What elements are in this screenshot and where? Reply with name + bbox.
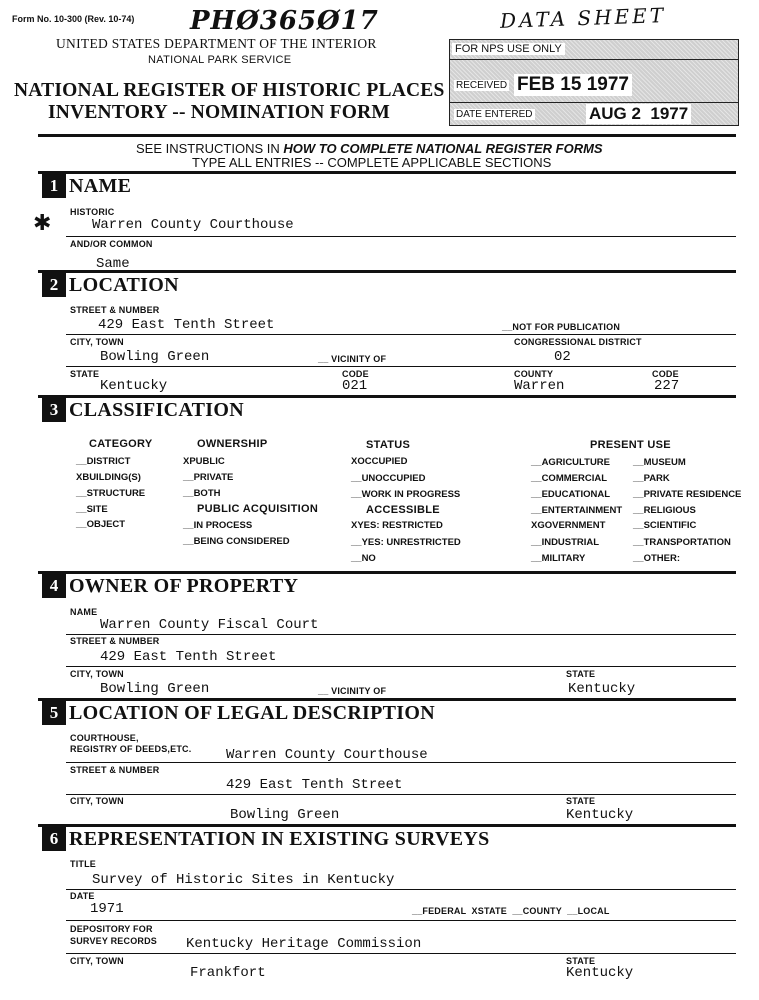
- received-label: RECEIVED: [456, 80, 508, 91]
- county-value: Warren: [514, 378, 565, 394]
- survey-date-value: 1971: [90, 901, 124, 917]
- present-use-option[interactable]: __ENTERTAINMENT: [531, 505, 623, 516]
- category-option[interactable]: __DISTRICT: [76, 456, 131, 467]
- legal-street-value: 429 East Tenth Street: [226, 777, 403, 793]
- section-3-title: CLASSIFICATION: [69, 398, 244, 421]
- depository-state-label: STATE: [566, 956, 596, 966]
- owner-state-value: Kentucky: [568, 681, 636, 697]
- not-for-publication: __NOT FOR PUBLICATION: [502, 322, 621, 332]
- location-state-label: STATE: [70, 369, 100, 379]
- depository-state-value: Kentucky: [566, 965, 634, 981]
- owner-city-value: Bowling Green: [100, 681, 210, 697]
- owner-city-label: CITY, TOWN: [70, 669, 124, 679]
- category-option[interactable]: __STRUCTURE: [76, 488, 146, 499]
- service: NATIONAL PARK SERVICE: [148, 54, 292, 66]
- historic-label: HISTORIC: [70, 207, 115, 217]
- status-option[interactable]: XOCCUPIED: [351, 456, 408, 467]
- department: UNITED STATES DEPARTMENT OF THE INTERIOR: [56, 36, 377, 51]
- location-city-value: Bowling Green: [100, 349, 210, 365]
- ownership-option[interactable]: __BOTH: [183, 488, 221, 499]
- section-4-title: OWNER OF PROPERTY: [69, 574, 299, 597]
- survey-records-label: SURVEY RECORDS: [70, 936, 157, 946]
- present-use-option[interactable]: __COMMERCIAL: [531, 473, 608, 484]
- county-code-value: 227: [654, 378, 680, 394]
- instructions-line2: TYPE ALL ENTRIES -- COMPLETE APPLICABLE SECTIONS: [192, 155, 552, 170]
- nps-use-box: [449, 39, 739, 126]
- courthouse-label: COURTHOUSE,: [70, 733, 139, 743]
- depository-city-value: Frankfort: [190, 965, 266, 981]
- section-6-header: [42, 827, 490, 851]
- date-entered-label: DATE ENTERED: [456, 109, 533, 120]
- legal-street-label: STREET & NUMBER: [70, 765, 160, 775]
- accessible-option[interactable]: __NO: [351, 553, 376, 564]
- registry-label: REGISTRY OF DEEDS,ETC.: [70, 744, 192, 754]
- status-option[interactable]: __WORK IN PROGRESS: [351, 489, 461, 500]
- ownership-option[interactable]: __PRIVATE: [183, 472, 234, 483]
- common-value: Same: [96, 256, 130, 272]
- public-acquisition-heading: PUBLIC ACQUISITION: [197, 503, 319, 515]
- owner-vicinity: __ VICINITY OF: [318, 686, 387, 696]
- section-4-header: [42, 574, 298, 598]
- present-use-option[interactable]: __PRIVATE RESIDENCE: [633, 489, 742, 500]
- accessible-heading: ACCESSIBLE: [366, 504, 440, 516]
- location-state-value: Kentucky: [100, 378, 168, 394]
- survey-date-label: DATE: [70, 891, 95, 901]
- category-option[interactable]: XBUILDING(S): [76, 472, 141, 483]
- location-street-label: STREET & NUMBER: [70, 305, 160, 315]
- section-1-number: 1: [42, 174, 66, 198]
- form-number: Form No. 10-300 (Rev. 10-74): [12, 14, 135, 24]
- congressional-district-value: 02: [554, 349, 571, 365]
- legal-state-label: STATE: [566, 796, 596, 806]
- survey-title-label: TITLE: [70, 859, 96, 869]
- common-label: AND/OR COMMON: [70, 239, 153, 249]
- depository-city-label: CITY, TOWN: [70, 956, 124, 966]
- owner-state-label: STATE: [566, 669, 596, 679]
- present-use-option[interactable]: XGOVERNMENT: [531, 520, 606, 531]
- present-use-option[interactable]: __PARK: [633, 473, 670, 484]
- section-5-header: [42, 701, 435, 725]
- county-label: COUNTY: [514, 369, 554, 379]
- present-use-option[interactable]: __SCIENTIFIC: [633, 520, 697, 531]
- accessible-option[interactable]: __YES: UNRESTRICTED: [351, 537, 461, 548]
- section-1-title: NAME: [69, 174, 132, 197]
- historic-value: Warren County Courthouse: [92, 217, 294, 233]
- form-title-line1: NATIONAL REGISTER OF HISTORIC PLACES: [14, 80, 445, 101]
- date-entered-stamp: AUG 2 1977: [586, 104, 691, 124]
- status-heading: STATUS: [366, 439, 411, 451]
- ownership-option[interactable]: XPUBLIC: [183, 456, 225, 467]
- present-use-option[interactable]: __MILITARY: [531, 553, 586, 564]
- section-1-header: [42, 174, 131, 198]
- present-use-option[interactable]: __OTHER:: [633, 553, 680, 564]
- acquisition-option[interactable]: __IN PROCESS: [183, 520, 253, 531]
- owner-name-label: NAME: [70, 607, 98, 617]
- location-vicinity: __ VICINITY OF: [318, 354, 387, 364]
- received-stamp: FEB 15 1977: [514, 74, 632, 96]
- legal-city-value: Bowling Green: [230, 807, 340, 823]
- section-3-header: [42, 398, 244, 422]
- location-street-value: 429 East Tenth Street: [98, 317, 275, 333]
- asterisk-mark: ✱: [33, 210, 52, 235]
- ownership-heading: OWNERSHIP: [197, 438, 268, 450]
- category-option[interactable]: __OBJECT: [76, 519, 126, 530]
- status-option[interactable]: __UNOCCUPIED: [351, 473, 426, 484]
- nps-heading: FOR NPS USE ONLY: [452, 43, 565, 55]
- owner-street-value: 429 East Tenth Street: [100, 649, 277, 665]
- accessible-option[interactable]: XYES: RESTRICTED: [351, 520, 443, 531]
- section-4-number: 4: [42, 574, 66, 598]
- survey-level-options[interactable]: __FEDERAL XSTATE __COUNTY __LOCAL: [412, 906, 610, 916]
- state-code-value: 021: [342, 378, 368, 394]
- section-6-number: 6: [42, 827, 66, 851]
- instructions-line1: SEE INSTRUCTIONS IN HOW TO COMPLETE NATIONAL REGISTER FORMS: [136, 141, 603, 156]
- present-use-option[interactable]: __INDUSTRIAL: [531, 537, 600, 548]
- legal-state-value: Kentucky: [566, 807, 634, 823]
- present-use-option[interactable]: __TRANSPORTATION: [633, 537, 731, 548]
- category-heading: CATEGORY: [89, 438, 153, 450]
- owner-street-label: STREET & NUMBER: [70, 636, 160, 646]
- section-5-title: LOCATION OF LEGAL DESCRIPTION: [69, 701, 435, 724]
- location-city-label: CITY, TOWN: [70, 337, 124, 347]
- form-title-line2: INVENTORY -- NOMINATION FORM: [48, 102, 391, 123]
- section-2-header: [42, 273, 179, 297]
- county-code-label: CODE: [652, 369, 679, 379]
- section-2-number: 2: [42, 273, 66, 297]
- survey-title-value: Survey of Historic Sites in Kentucky: [92, 872, 395, 888]
- depository-value: Kentucky Heritage Commission: [186, 936, 422, 952]
- section-3-number: 3: [42, 398, 66, 422]
- present-use-option[interactable]: __EDUCATIONAL: [531, 489, 610, 500]
- present-use-option[interactable]: __RELIGIOUS: [633, 505, 696, 516]
- handwritten-id: PHØ365Ø17: [190, 6, 379, 36]
- congressional-district-label: CONGRESSIONAL DISTRICT: [514, 337, 642, 347]
- category-option[interactable]: __SITE: [76, 504, 108, 515]
- section-6-title: REPRESENTATION IN EXISTING SURVEYS: [69, 827, 490, 850]
- depository-label: DEPOSITORY FOR: [70, 924, 153, 934]
- section-2-title: LOCATION: [69, 273, 179, 296]
- legal-city-label: CITY, TOWN: [70, 796, 124, 806]
- state-code-label: CODE: [342, 369, 369, 379]
- courthouse-value: Warren County Courthouse: [226, 747, 428, 763]
- handwritten-note: DATA SHEET: [499, 3, 667, 33]
- owner-name-value: Warren County Fiscal Court: [100, 617, 319, 633]
- present-use-option[interactable]: __AGRICULTURE: [531, 457, 610, 468]
- present-use-heading: PRESENT USE: [590, 439, 671, 451]
- acquisition-option[interactable]: __BEING CONSIDERED: [183, 536, 290, 547]
- section-5-number: 5: [42, 701, 66, 725]
- present-use-option[interactable]: __MUSEUM: [633, 457, 686, 468]
